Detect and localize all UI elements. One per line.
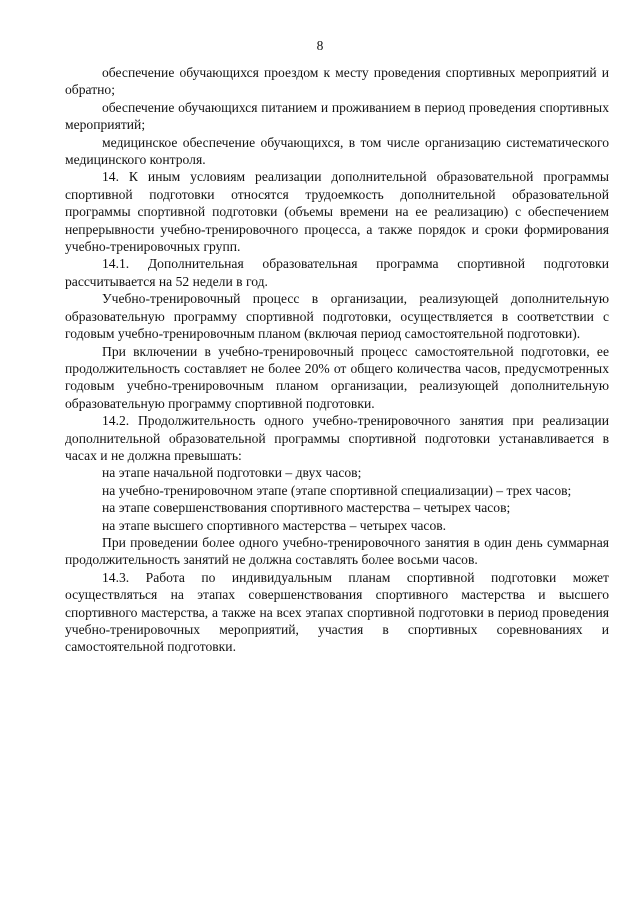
paragraph-multiple-sessions: При проведении более одного учебно-тренировочного занятия в один день суммарная продолжительность занятий не должна составлять более восьми часов. (65, 534, 609, 568)
paragraph-self-preparation: При включении в учебно-тренировочный процесс самостоятельной подготовки, ее продолжительность составляет не более 20% от общего количества часов, предусмотренных годовым учебно-тренировочным планом организации, реализующей дополнительную образовательную программу спортивной подготовки. (65, 343, 609, 411)
paragraph-medical: медицинское обеспечение обучающихся, в том числе организацию систематического медицинского контроля. (65, 134, 609, 168)
paragraph-higher-mastery-stage: на этапе высшего спортивного мастерства – четырех часов. (102, 517, 447, 533)
paragraph-training-stage: на учебно-тренировочном этапе (этапе спортивной специализации) – трех часов; (102, 482, 572, 498)
page-number: 8 (316, 38, 324, 53)
paragraph-section-14: 14. К иным условиям реализации дополнительной образовательной программы спортивной подготовки относятся трудоемкость дополнительной образовательной программы спортивной подготовки (объемы времени на ее реализацию) с обеспечением непрерывности учебно-тренировочного процесса, а также порядок и сроки формирования учебно-тренировочных групп. (65, 169, 609, 255)
paragraph-initial-stage: на этапе начальной подготовки – двух часов; (102, 465, 362, 481)
paragraph-mastery-stage: на этапе совершенствования спортивного мастерства – четырех часов; (102, 500, 511, 516)
paragraph-section-14-1: 14.1. Дополнительная образовательная программа спортивной подготовки рассчитывается на 52 недели в год. (65, 256, 609, 289)
paragraph-section-14-3: 14.3. Работа по индивидуальным планам спортивной подготовки может осуществляться на этапах совершенствования спортивного мастерства и высшего спортивного мастерства, а также на всех этапах спортивной подготовки в период проведения учебно-тренировочных мероприятий, участия в спортивных соревнованиях и самостоятельной подготовки. (65, 569, 609, 655)
paragraph-training-process: Учебно-тренировочный процесс в организации, реализующей дополнительную образовательную программу спортивной подготовки, осуществляется в соответствии с годовым учебно-тренировочным планом (включая период самостоятельной подготовки). (65, 291, 609, 342)
document-body (65, 64, 609, 656)
paragraph-transport: обеспечение обучающихся проездом к месту проведения спортивных мероприятий и обратно; (65, 65, 609, 98)
paragraph-section-14-2: 14.2. Продолжительность одного учебно-тренировочного занятия при реализации дополнительной образовательной программы спортивной подготовки устанавливается в часах и не должна превышать: (65, 413, 609, 463)
paragraph-food-lodging: обеспечение обучающихся питанием и проживанием в период проведения спортивных мероприятий; (65, 99, 609, 133)
